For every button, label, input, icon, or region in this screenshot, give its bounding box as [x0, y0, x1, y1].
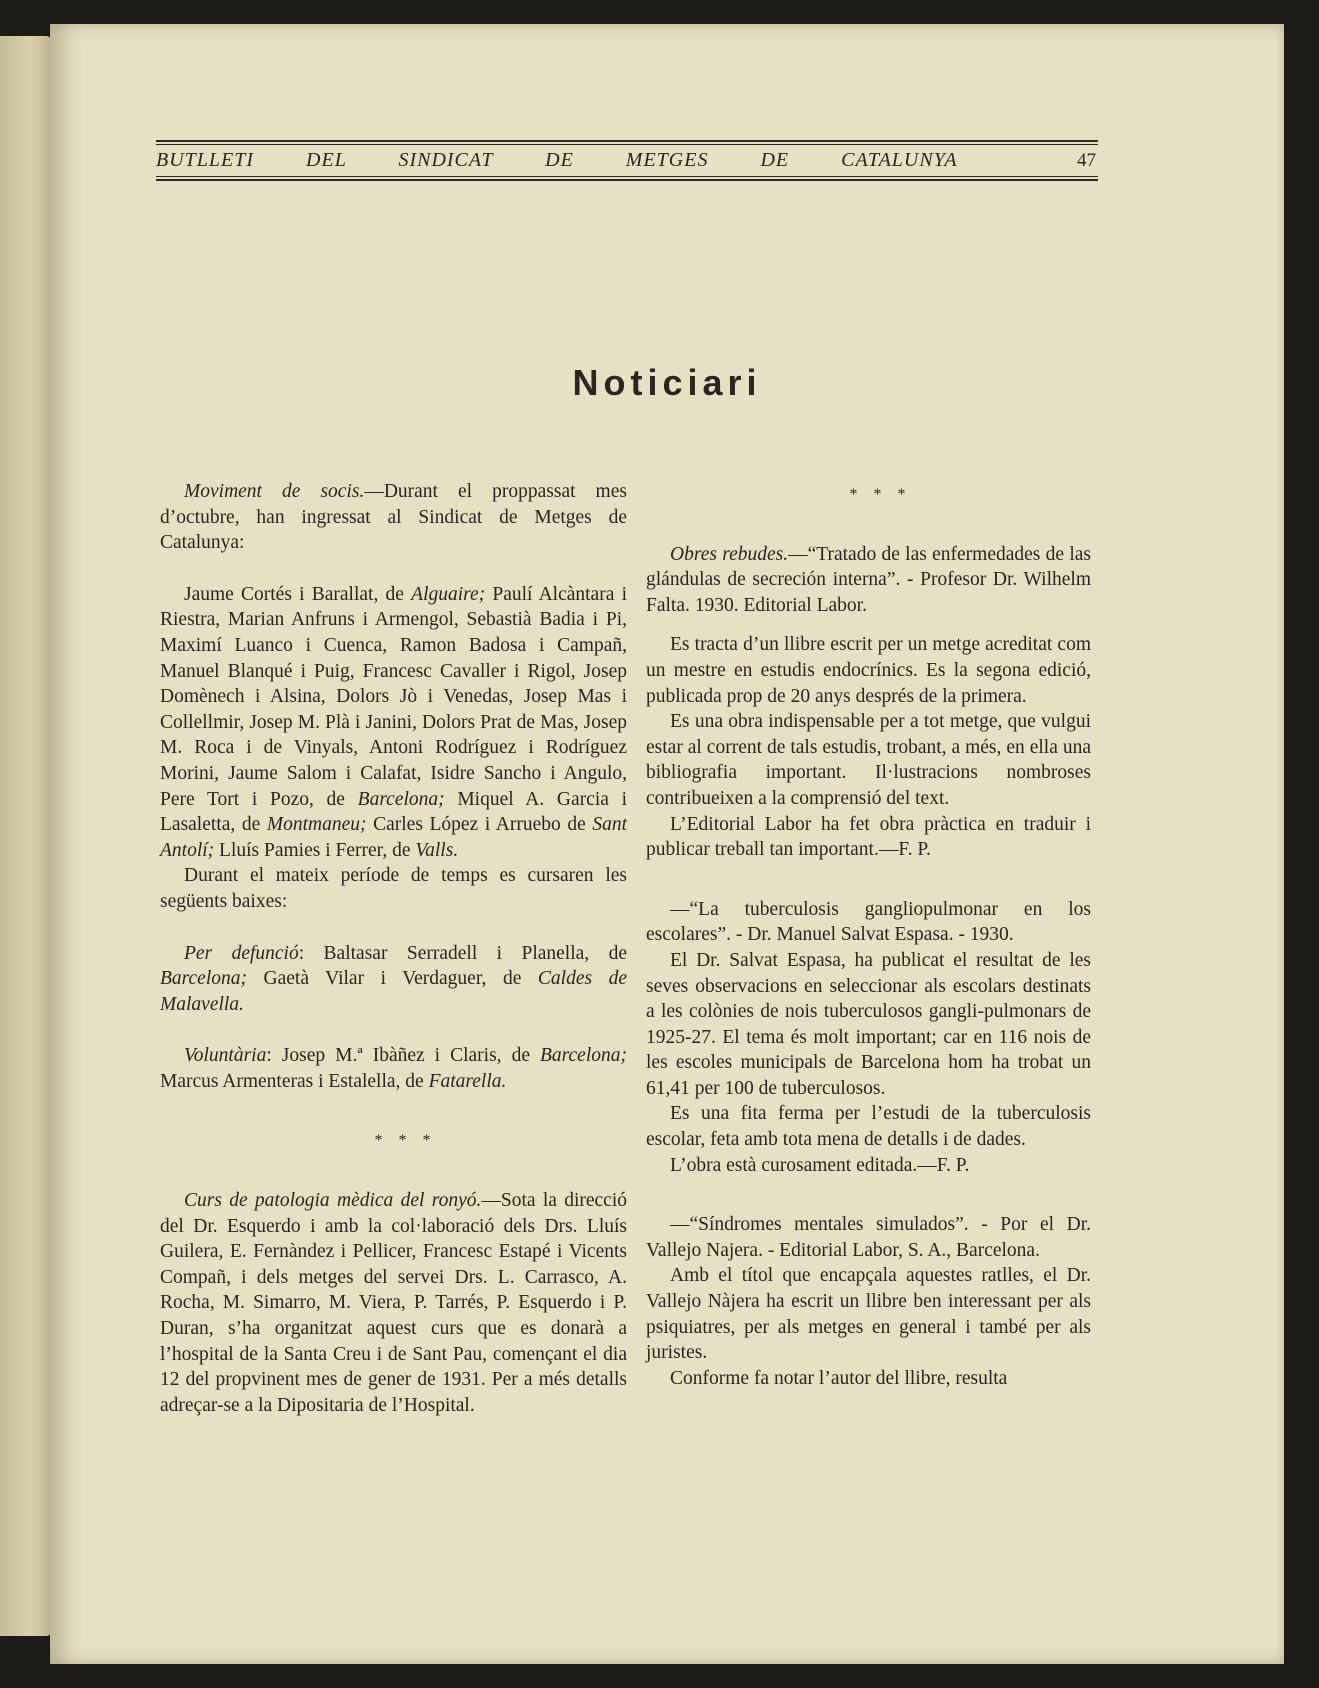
paragraph-lead: Obres rebudes. [670, 543, 789, 565]
paragraph: Es una fita ferma per l’estudi de la tuberculosis escolar, feta amb tota mena de detalls i de dades. [646, 1103, 1091, 1151]
paragraph: L’Editorial Labor ha fet obra pràctica en traduir i publicar treball tan important.—F. P. [646, 813, 1091, 861]
left-column [160, 479, 627, 1418]
journal-title: BUTLLETI DEL SINDICAT DE METGES DE CATALUNYA [156, 149, 958, 171]
paragraph-lead: Per defunció [184, 942, 299, 964]
paragraph: El Dr. Salvat Espasa, ha publicat el resultat de les seves observacions en seleccionar als escolars destinats a les colònies de nois tuberculosos gangli-pulmonars de 1925-27. El tema és molt important; car en 116 nois de les escoles municipals de Barcelona hom ha trobat un 61,41 per 100 de tuberculosos. [646, 949, 1091, 1099]
page-number: 47 [1077, 149, 1096, 171]
paragraph: Amb el títol que encapçala aquestes ratlles, el Dr. Vallejo Nàjera ha escrit un llibre ben interessant per als psiquiatres, per als metges en general i també per als juristes. [646, 1265, 1091, 1364]
running-header [156, 140, 1098, 181]
paragraph: Moviment de socis.—Durant el proppassat mes d’octubre, han ingressat al Sindicat de Metges de Catalunya: [160, 481, 627, 554]
facing-page-edge [0, 36, 52, 1636]
paragraph: Curs de patologia mèdica del ronyó.—Sota la direcció del Dr. Esquerdo i amb la col·laboració dels Drs. Lluís Guilera, E. Fernàndez i Pellicer, Francesc Estapé i Vicents Compañ, i dels metges del servei Drs. L. Carrasco, A. Rocha, M. Simarro, M. Viera, P. Tarrés, P. Esquerdo i P. Duran, s’ha organitzat aquest curs que es donarà a l’hospital de la Santa Creu i de Sant Pau, començant el dia 12 del propvinent mes de gener de 1931. Per a més detalls adreçar-se a la Dipositaria de l’Hospital. [160, 1190, 627, 1416]
paragraph-lead: Voluntària [184, 1045, 267, 1067]
paragraph: Per defunció: Baltasar Serradell i Planella, de Barcelona; Gaetà Vilar i Verdaguer, de Caldes de Malavella. [160, 942, 627, 1015]
paragraph: —“La tuberculosis gangliopulmonar en los escolares”. - Dr. Manuel Salvat Espasa. - 1930. [646, 898, 1091, 946]
paragraph: Voluntària: Josep M.ª Ibàñez i Claris, de Barcelona; Marcus Armenteras i Estalella, de Fatarella. [160, 1045, 627, 1092]
header-rule-top [156, 140, 1098, 142]
section-separator: * * * [849, 486, 912, 503]
section-separator: * * * [374, 1132, 437, 1150]
paragraph: Conforme fa notar l’autor del llibre, resulta [670, 1367, 1008, 1389]
section-title: Noticiari [572, 362, 762, 403]
paragraph: Obres rebudes.—“Tratado de las enfermedades de las glándulas de secreción interna”. - Profesor Dr. Wilhelm Falta. 1930. Editorial Labor. [646, 543, 1091, 616]
paragraph: Es una obra indispensable per a tot metge, que vulgui estar al corrent de tals estudis, trobant, a més, en ella una bibliografia important. Il·lustracions nombroses contribueixen a la comprensió del text. [646, 711, 1091, 809]
paragraph: —“Síndromes mentales simulados”. - Por el Dr. Vallejo Najera. - Editorial Labor, S. A., Barcelona. [646, 1214, 1091, 1261]
paragraph: Durant el mateix període de temps es cursaren les següents baixes: [160, 865, 627, 912]
header-rule-bottom [156, 179, 1098, 181]
paragraph: L’obra està curosament editada.—F. P. [670, 1154, 970, 1176]
right-column [646, 482, 1091, 1391]
journal-page [50, 24, 1284, 1664]
header-rule-bottom-thin [156, 176, 1098, 177]
paragraph: Es tracta d’un llibre escrit per un metge acreditat com un mestre en estudis endocrínics. Es la segona edició, publicada prop de 20 anys després de la primera. [646, 634, 1091, 707]
paragraph-lead: Curs de patologia mèdica del ronyó. [184, 1190, 482, 1212]
paragraph-lead: Moviment de socis. [184, 481, 365, 502]
paragraph: Jaume Cortés i Barallat, de Alguaire; Paulí Alcàntara i Riestra, Marian Anfruns i Armengol, Sebastià Badia i Pi, Maximí Luanco i Cuenca, Ramon Badosa i Campañ, Manuel Blanqué i Puig, Francesc Cavaller i Rigol, Josep Domènech i Alsina, Dolors Jò i Venedas, Josep Mas i Collellmir, Josep M. Plà i Janini, Dolors Prat de Mas, Josep M. Roca i de Vinyals, Antoni Rodríguez i Rodríguez Morini, Jaume Salom i Calafat, Isidre Sancho i Angulo, Pere Tort i Pozo, de Barcelona; Miquel A. Garcia i Lasaletta, de Montmaneu; Carles López i Arruebo de Sant Antolí; Lluís Pamies i Ferrer, de Valls. [160, 583, 627, 861]
